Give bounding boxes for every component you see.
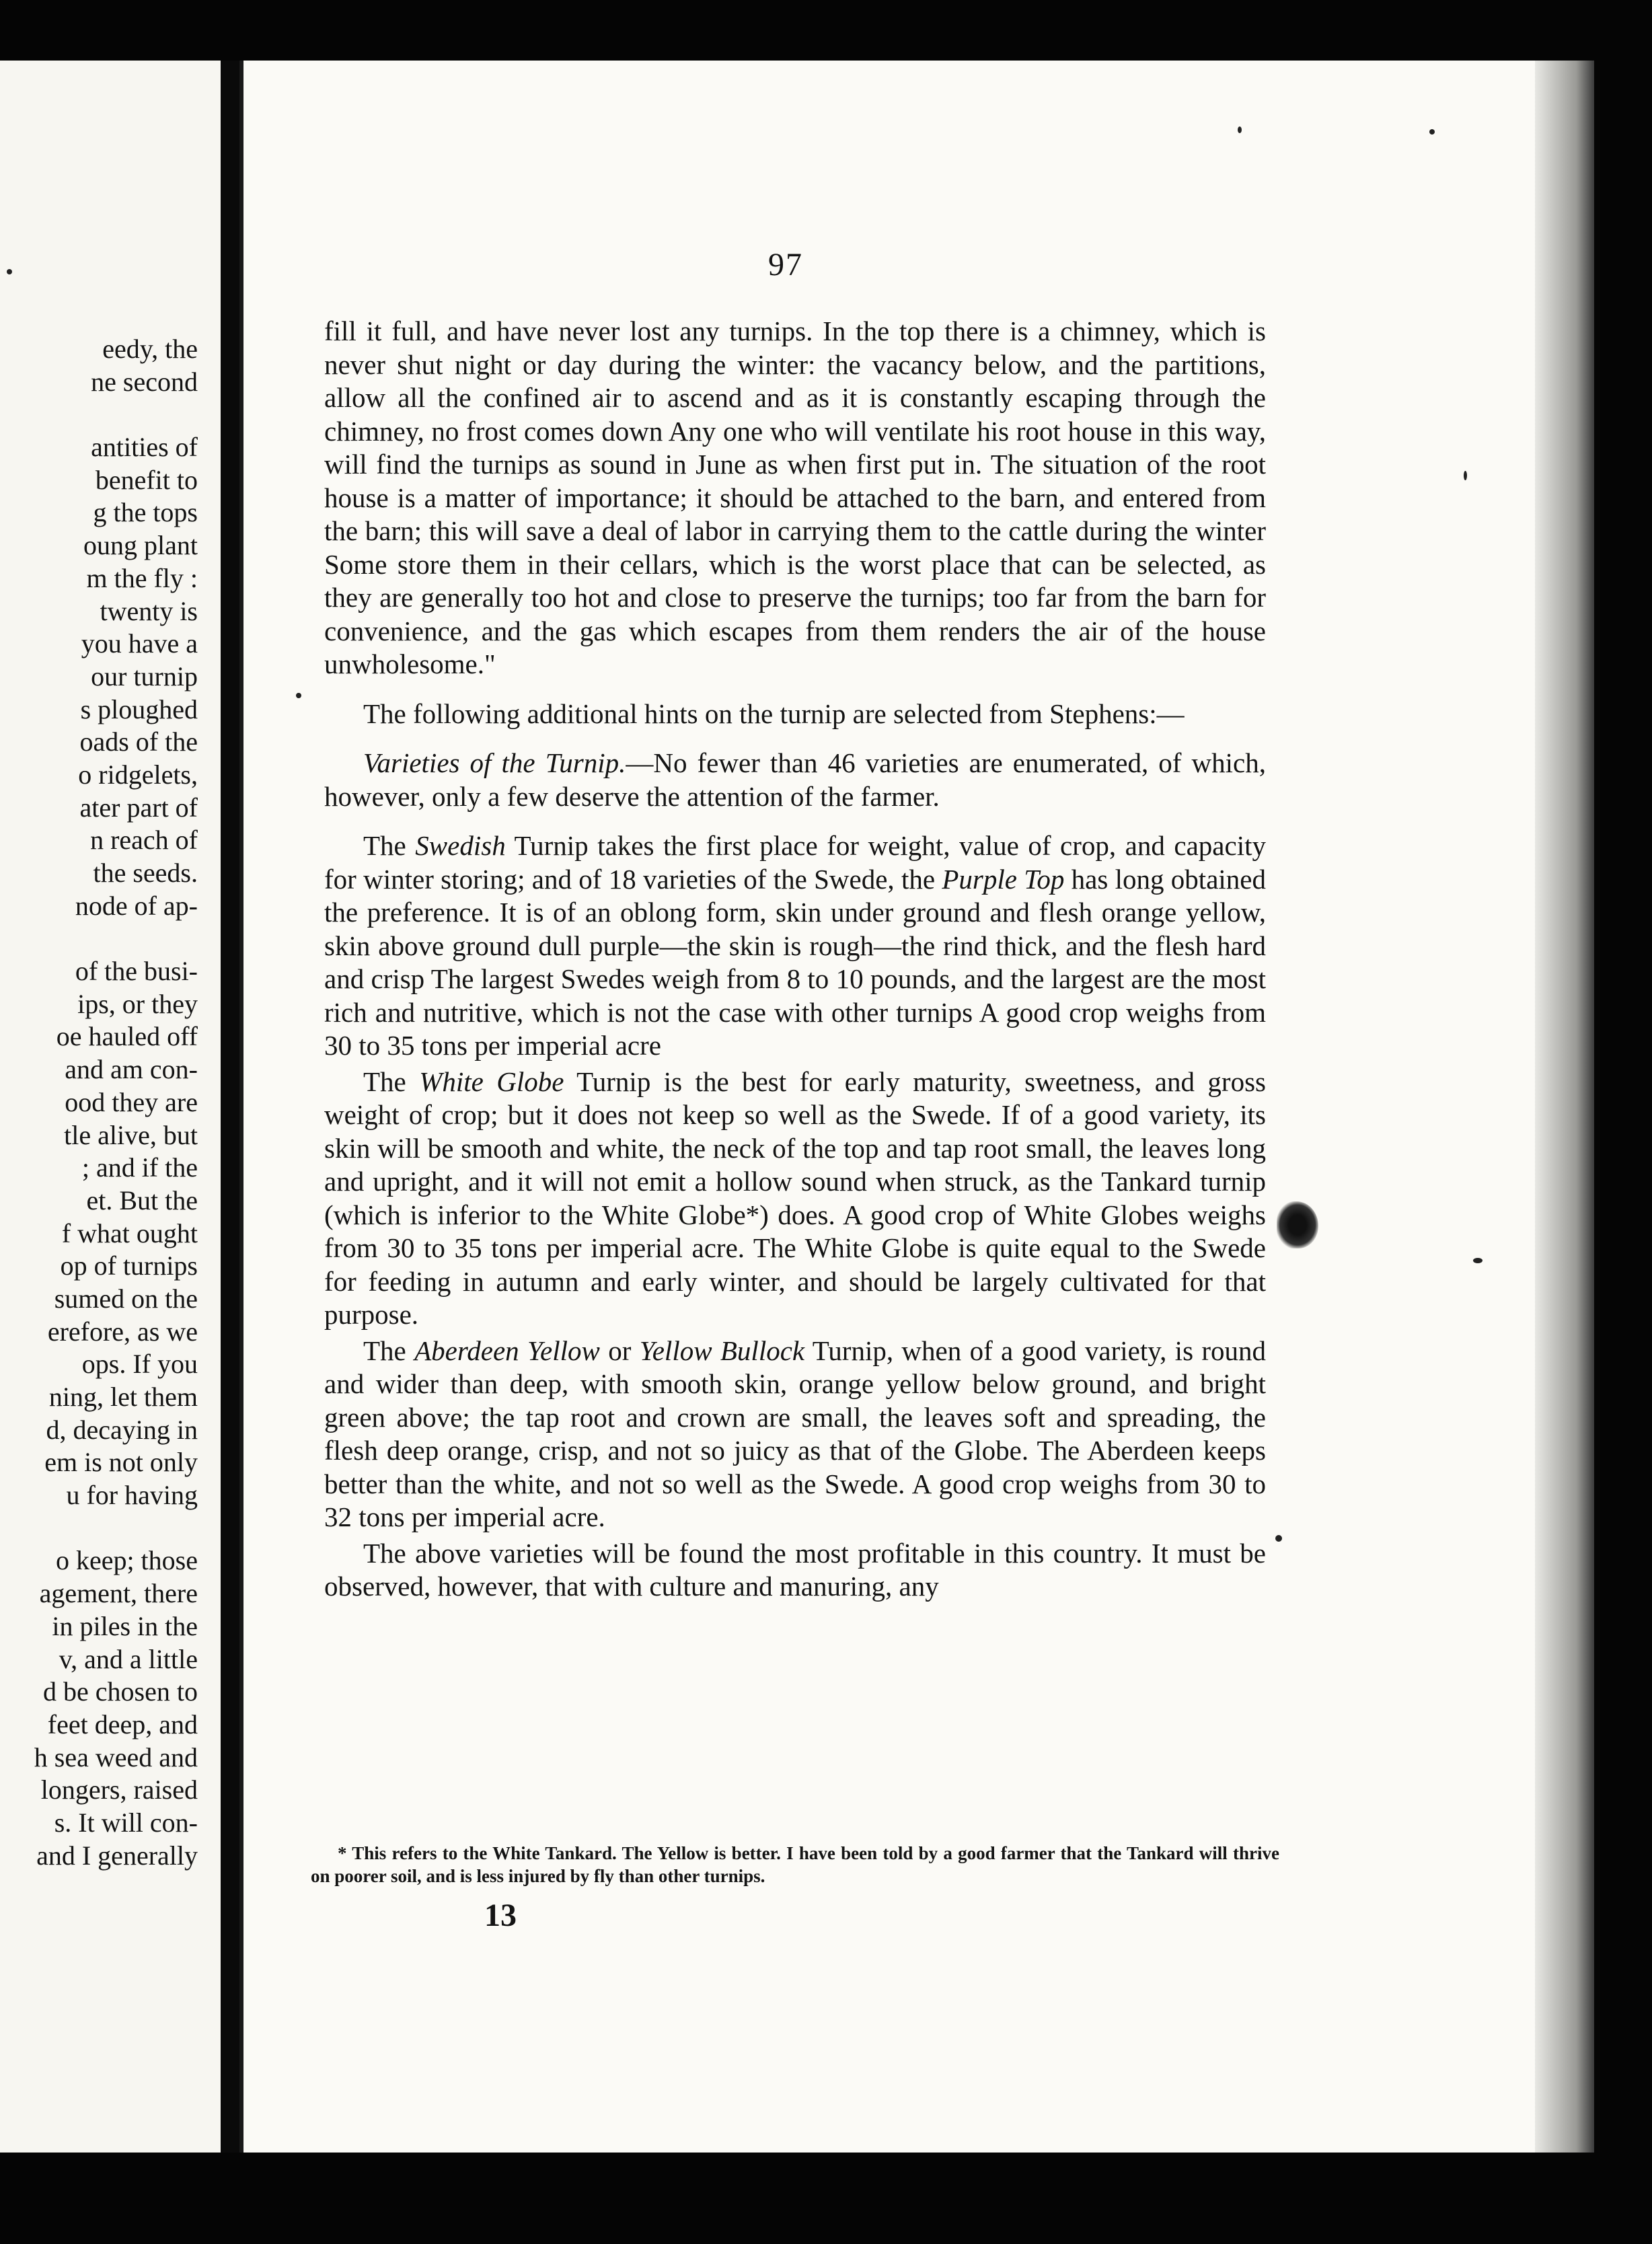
scan-speck [1464,471,1467,480]
left-page-line: antities of [91,432,198,463]
left-page-line: of the busi- [75,956,198,987]
left-page-line: feet deep, and [47,1709,198,1740]
text-run: or [599,1335,640,1366]
left-page-line: o ridgelets, [78,759,198,790]
left-page-line: tle alive, but [64,1119,198,1150]
left-page-line: f what ought [61,1218,198,1248]
left-page-line: ne second [91,366,198,397]
left-page-line: s ploughed [80,694,198,724]
scan-speck [1473,1258,1482,1263]
left-page-line: oung plant [83,530,198,561]
left-page-line: ning, let them [48,1382,198,1412]
paragraph-swedish-turnip [324,829,1266,1063]
left-page-line: s. It will con- [54,1807,198,1838]
left-page-line [34,922,198,955]
left-page-line: ood they are [65,1086,198,1117]
ink-blot [1277,1201,1318,1248]
left-page-line: erefore, as we [47,1316,198,1347]
left-page-line: et. But the [86,1185,198,1216]
scan-speck [7,269,12,274]
left-page-line: and I generally [36,1840,198,1871]
body-text [324,315,1266,1620]
left-page-line: longers, raised [40,1774,198,1805]
left-page-line: twenty is [100,595,198,626]
paragraph-varieties [324,747,1266,813]
varieties-heading: Varieties of the Turnip. [363,747,626,778]
left-page-line: benefit to [95,464,198,495]
left-page-line: m the fly : [86,562,198,593]
left-page-line: sumed on the [54,1283,198,1314]
left-page-line: you have a [81,628,198,659]
book-gutter [221,61,239,2154]
left-page-line: the seeds. [93,858,198,888]
left-page-line: ; and if the [81,1152,198,1183]
text-run: has long obtained the preference. It is of an oblong form, skin under ground and flesh orange yellow, skin above ground dull purple—the skin is rough—the rind thick, and the flesh hard and crisp The largest Swedes weigh from 8 to 10 pounds, and the largest are the most rich and nutritive, which is not the case with other turnips A good crop weighs from 30 to 35 tons per imperial acre [324,863,1266,1061]
left-page-line [34,398,198,431]
footnote [311,1842,1279,1887]
left-page-line: d be chosen to [43,1676,198,1707]
text-run: The [363,830,416,861]
paragraph-stephens-intro: The following additional hints on the turnip are selected from Stephens:— [363,698,1185,729]
left-page-line: oads of the [79,726,198,757]
page-number: 97 [768,247,803,283]
left-page-line: o keep; those [55,1545,198,1576]
left-page-line: g the tops [93,497,198,528]
left-page-line: ips, or they [77,988,198,1019]
footnote-text: * This refers to the White Tankard. The Yellow is better. I have been told by a good farmer that the Tankard will thrive on poorer soil, and is less injured by fly than other turnips. [311,1843,1279,1886]
swedish-term: Swedish [415,830,506,861]
left-page-line: h sea weed and [34,1742,198,1772]
yellow-bullock-term: Yellow Bullock [639,1335,805,1366]
paragraph-aberdeen-yellow [324,1335,1266,1534]
paragraph-white-globe [324,1065,1266,1332]
white-globe-term: White Globe [419,1065,564,1097]
scan-speck [1429,129,1435,135]
left-page-line: oe hauled off [56,1021,198,1052]
left-page-line: n reach of [90,825,198,856]
left-page-line: eedy, the [102,334,198,364]
left-page-line: in piles in the [52,1610,198,1641]
left-page-line: op of turnips [60,1250,198,1281]
left-facing-page [0,61,221,2154]
scan-speck [1275,1535,1282,1542]
left-page-line: em is not only [44,1447,198,1478]
left-page-line: d, decaying in [46,1414,198,1445]
left-page-line: v, and a little [59,1643,198,1674]
left-page-line: and am con- [65,1054,198,1085]
left-page-line: node of ap- [75,890,198,921]
page-edge-shadow [1535,61,1594,2154]
text-run: Turnip takes the first place for weight, value of crop, and capacity for winter storing; and of 18 varieties of the Swede, the [324,830,1266,895]
scan-frame-bottom [0,2153,1652,2244]
text-run: Turnip, when of a good variety, is round and wider than deep, with smooth skin, orange yellow below ground, and bright green above; the tap root and crown are small, the leaves soft and spreading, the flesh deep orange, crisp, and not so juicy as that of the Globe. The Aberdeen keeps better than the white, and not so well as the Swede. A good crop weighs from 30 to 32 tons per imperial acre. [324,1335,1267,1532]
scan-speck [296,693,301,698]
left-page-line: u for having [66,1480,198,1511]
scan-frame-right [1594,0,1652,2244]
aberdeen-yellow-term: Aberdeen Yellow [414,1335,600,1366]
signature-mark: 13 [484,1898,517,1933]
varieties-text: —No fewer than 46 varieties are enumerated, of which, however, only a few deserve the attention of the farmer. [324,747,1266,812]
left-page-line [34,1512,198,1545]
scan-frame-top [0,0,1652,64]
left-page-line: ops. If you [81,1349,198,1380]
text-run: Turnip is the best for early maturity, sweetness, and gross weight of crop; but it does not keep so well as the Swede. If of a good variety, its skin will be smooth and white, the neck of the top and tap root small, the leaves long and upright, and it will not emit a hollow sound when struck, as the Tankard turnip (which is inferior to the White Globe*) does. A good crop of White Globes weighs from 30 to 35 tons per imperial acre. The White Globe is quite equal to the Swede for feeding in autumn and early winter, and should be largely cultivated for that purpose. [324,1065,1266,1330]
left-page-text [34,333,198,1872]
left-page-line: our turnip [91,661,198,691]
purple-top-term: Purple Top [942,863,1065,895]
text-run: The [363,1065,420,1097]
scan-speck [1238,126,1242,133]
paragraph-root-house: fill it full, and have never lost any turnips. In the top there is a chimney, which is never shut night or day during the winter: the vacancy below, and the partitions, allow all the confined air to ascend and as it is constantly escaping through the chimney, no frost comes down Any one who will ventilate his root house in this way, will find the turnips as sound in June as when first put in. The situation of the root house is a matter of importance; it should be attached to the barn, and entered from the barn; this will save a deal of labor in carrying them to the cattle during the winter Some store them in their cellars, which is the worst place that can be selected, as they are generally too hot and close to preserve the turnips; too far from the barn for convenience, and the gas which escapes from them renders the air of the house unwholesome." [324,315,1266,679]
paragraph-profitable-varieties: The above varieties will be found the most profitable in this country. It must be observed, however, that with culture and manuring, any [324,1537,1266,1602]
text-run: The [363,1335,415,1366]
left-page-line: agement, there [39,1578,198,1609]
left-page-line: ater part of [79,792,198,823]
